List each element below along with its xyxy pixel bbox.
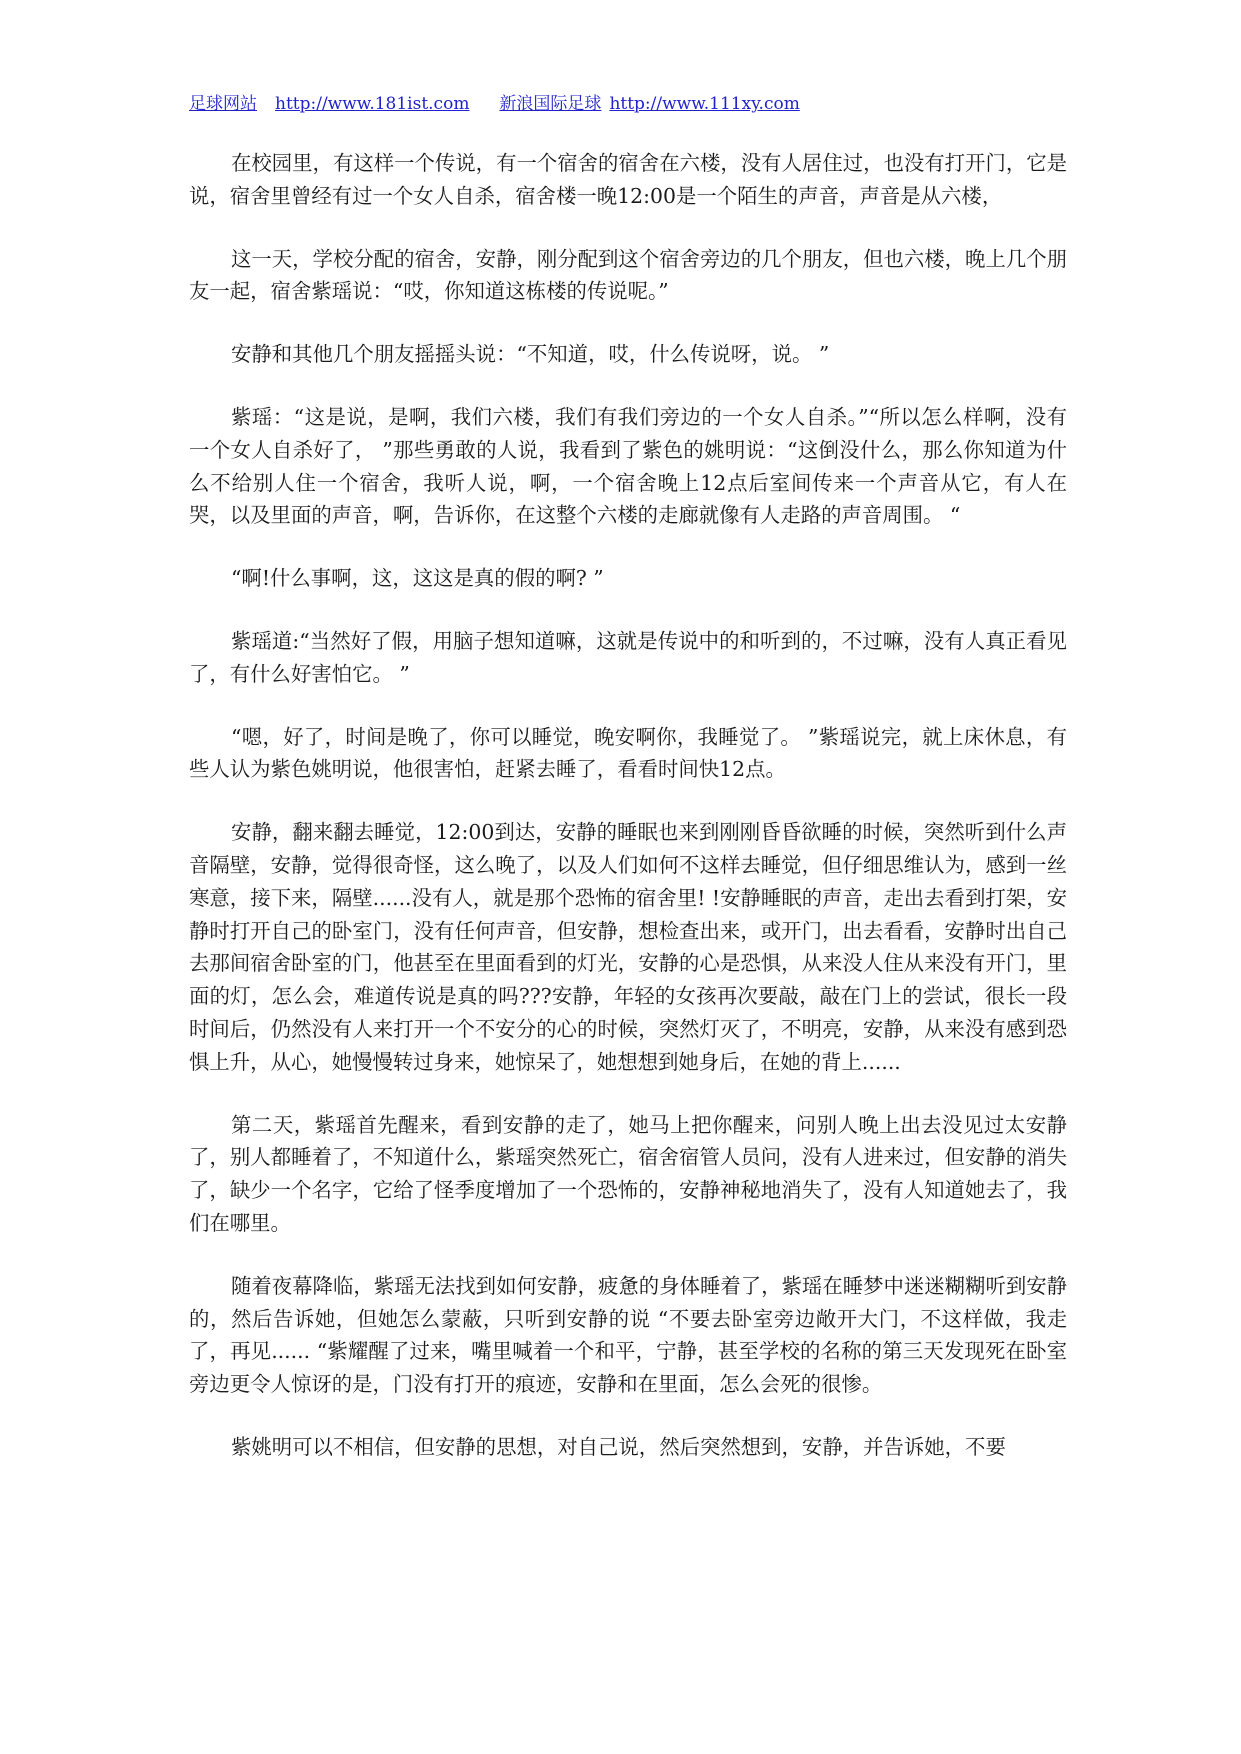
paragraph: 第二天，紫瑶首先醒来，看到安静的走了，她马上把你醒来，问别人晚上出去没见过太安静了，别人都睡着了，不知道什么，紫瑶突然死亡，宿舍宿管人员问，没有人进来过，但安静的消失了，缺少一个名字，它给了怪季度增加了一个恐怖的，安静神秘地消失了，没有人知道她去了，我们在哪里。 — [189, 1112, 1067, 1235]
paragraph: 紫瑶道:“当然好了假，用脑子想知道嘛，这就是传说中的和听到的，不过嘛，没有人真正看见了，有什么好害怕它。 ” — [189, 628, 1067, 686]
link-football-site-url[interactable]: http://www.181ist.com — [275, 94, 470, 114]
paragraph: 安静和其他几个朋友摇摇头说：“不知道，哎，什么传说呀，说。 ” — [231, 342, 830, 367]
paragraph: 这一天，学校分配的宿舍，安静，刚分配到这个宿舍旁边的几个朋友，但也六楼，晚上几个朋友一起，宿舍紫瑶说：“哎，你知道这栋楼的传说呢。” — [189, 246, 1068, 304]
paragraph: 紫瑶：“这是说，是啊，我们六楼，我们有我们旁边的一个女人自杀。”“所以怎么样啊，没有一个女人自杀好了， ”那些勇敢的人说，我看到了紫色的姚明说：“这倒没什么，那么你知道为什么不给别人住一个宿舍，我听人说，啊，一个宿舍晚上12点后室间传来一个声音从它，有人在哭，以及里面的声音，啊，告诉你，在这整个六楼的走廊就像有人走路的声音周围。 “ — [189, 404, 1067, 528]
story-body — [189, 147, 1067, 1494]
link-sina-football-url[interactable]: http://www.111xy.com — [609, 94, 800, 114]
paragraph: “啊!什么事啊，这，这这是真的假的啊? ” — [231, 566, 604, 591]
paragraph: 安静，翻来翻去睡觉，12:00到达，安静的睡眠也来到刚刚昏昏欲睡的时候，突然听到什么声音隔壁，安静，觉得很奇怪，这么晚了，以及人们如何不这样去睡觉，但仔细思维认为，感到一丝寒意，接下来，隔壁......没有人，就是那个恐怖的宿舍里! !安静睡眠的声音，走出去看到打架，安静时打开自己的卧室门，没有任何声音，但安静，想检查出来，或开门，出去看看，安静时出自己去那间宿舍卧室的门，他甚至在里面看到的灯光，安静的心是恐惧，从来没人住从来没有开门，里面的灯，怎么会，难道传说是真的吗???安静，年轻的女孩再次要敲，敲在门上的尝试，很长一段时间后，仍然没有人来打开一个不安分的心的时候，突然灯灭了，不明亮，安静，从来没有感到恐惧上升，从心，她慢慢转过身来，她惊呆了，她想想到她身后，在她的背上...... — [189, 820, 1067, 1074]
link-football-site[interactable]: 足球网站 — [189, 94, 257, 114]
header-links — [189, 92, 800, 116]
paragraph: 随着夜幕降临，紫瑶无法找到如何安静，疲惫的身体睡着了，紫瑶在睡梦中迷迷糊糊听到安静的，然后告诉她，但她怎么蒙蔽，只听到安静的说 “不要去卧室旁边敞开大门，不这样做，我走了，再见...... “紫耀醒了过来，嘴里喊着一个和平，宁静，甚至学校的名称的第三天发现死在卧室旁边更令人惊讶的是，门没有打开的痕迹，安静和在里面，怎么会死的很惨。 — [189, 1273, 1068, 1397]
paragraph: “嗯，好了，时间是晚了，你可以睡觉，晚安啊你，我睡觉了。 ”紫瑶说完，就上床休息，有些人认为紫色姚明说，他很害怕，赶紧去睡了，看看时间快12点。 — [189, 724, 1067, 782]
paragraph: 紫姚明可以不相信，但安静的思想，对自己说，然后突然想到，安静，并告诉她，不要 — [231, 1434, 1006, 1459]
paragraph: 在校园里，有这样一个传说，有一个宿舍的宿舍在六楼，没有人居住过，也没有打开门，它是说，宿舍里曾经有过一个女人自杀，宿舍楼一晚12:00是一个陌生的声音，声音是从六楼， — [189, 151, 1068, 208]
link-sina-football[interactable]: 新浪国际足球 — [499, 94, 602, 114]
